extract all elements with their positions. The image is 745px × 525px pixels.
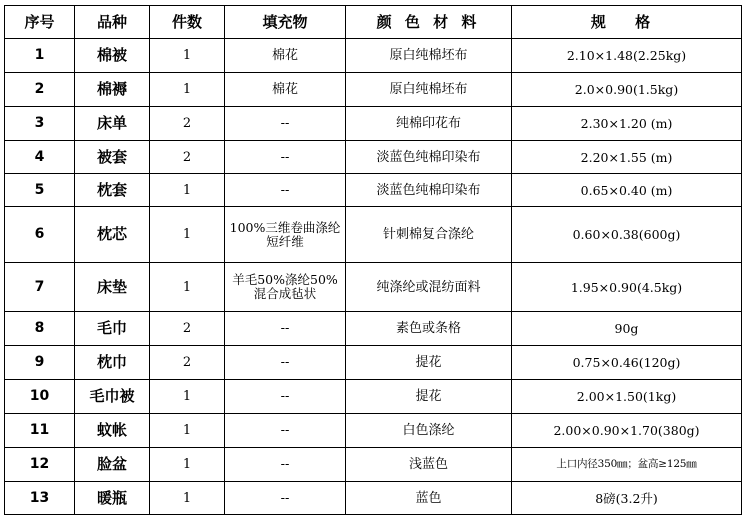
row-fill: -- [225, 174, 346, 207]
row-spec: 2.00×0.90×1.70(380g) [512, 414, 742, 448]
row-no: 6 [5, 207, 75, 263]
row-spec: 0.65×0.40 (m) [512, 174, 742, 207]
row-spec: 8磅(3.2升) [512, 482, 742, 515]
row-spec: 0.60×0.38(600g) [512, 207, 742, 263]
row-material: 浅蓝色 [346, 448, 512, 482]
row-qty: 1 [150, 207, 225, 263]
row-name: 被套 [75, 141, 150, 174]
row-fill: -- [225, 107, 346, 141]
row-no: 2 [5, 73, 75, 107]
row-name: 毛巾被 [75, 380, 150, 414]
header-name: 品种 [75, 6, 150, 39]
row-no: 13 [5, 482, 75, 515]
row-fill: -- [225, 346, 346, 380]
row-name: 脸盆 [75, 448, 150, 482]
table-row [5, 482, 742, 515]
row-material: 白色涤纶 [346, 414, 512, 448]
row-qty: 1 [150, 482, 225, 515]
row-fill: -- [225, 414, 346, 448]
table-row [5, 263, 742, 312]
row-material: 提花 [346, 380, 512, 414]
row-no: 4 [5, 141, 75, 174]
row-qty: 1 [150, 448, 225, 482]
row-material: 蓝色 [346, 482, 512, 515]
row-qty: 2 [150, 346, 225, 380]
table-row [5, 380, 742, 414]
header-no: 序号 [5, 6, 75, 39]
row-spec: 2.10×1.48(2.25kg) [512, 39, 742, 73]
row-spec: 1.95×0.90(4.5kg) [512, 263, 742, 312]
row-qty: 2 [150, 141, 225, 174]
header-fill: 填充物 [225, 6, 346, 39]
row-no: 5 [5, 174, 75, 207]
table-row [5, 107, 742, 141]
row-no: 8 [5, 312, 75, 346]
bedding-spec-table [4, 5, 742, 515]
row-material: 提花 [346, 346, 512, 380]
row-fill: -- [225, 448, 346, 482]
row-name: 床单 [75, 107, 150, 141]
row-material: 淡蓝色纯棉印染布 [346, 141, 512, 174]
row-name: 蚊帐 [75, 414, 150, 448]
row-spec: 2.20×1.55 (m) [512, 141, 742, 174]
row-spec: 0.75×0.46(120g) [512, 346, 742, 380]
table-row [5, 141, 742, 174]
row-material: 纯棉印花布 [346, 107, 512, 141]
row-spec: 2.0×0.90(1.5kg) [512, 73, 742, 107]
row-name: 棉被 [75, 39, 150, 73]
header-qty: 件数 [150, 6, 225, 39]
row-material: 淡蓝色纯棉印染布 [346, 174, 512, 207]
table-row [5, 346, 742, 380]
header-row [5, 6, 742, 39]
table-row [5, 312, 742, 346]
table-row [5, 207, 742, 263]
row-fill: 棉花 [225, 73, 346, 107]
table-row [5, 174, 742, 207]
row-qty: 1 [150, 263, 225, 312]
row-no: 7 [5, 263, 75, 312]
row-no: 3 [5, 107, 75, 141]
row-fill: 100%三维卷曲涤纶短纤维 [225, 207, 346, 263]
row-name: 枕巾 [75, 346, 150, 380]
table-row [5, 448, 742, 482]
row-no: 10 [5, 380, 75, 414]
row-spec: 上口内径350㎜；盆高≥125㎜ [512, 448, 742, 482]
row-name: 棉褥 [75, 73, 150, 107]
table-row [5, 39, 742, 73]
row-fill: 羊毛50%涤纶50%混合成毡状 [225, 263, 346, 312]
row-qty: 1 [150, 414, 225, 448]
table-row [5, 73, 742, 107]
row-no: 9 [5, 346, 75, 380]
row-qty: 1 [150, 39, 225, 73]
row-fill: -- [225, 312, 346, 346]
row-no: 12 [5, 448, 75, 482]
row-spec: 90g [512, 312, 742, 346]
header-material: 颜 色 材 料 [346, 6, 512, 39]
row-spec: 2.30×1.20 (m) [512, 107, 742, 141]
row-qty: 1 [150, 73, 225, 107]
row-qty: 1 [150, 174, 225, 207]
table-row [5, 414, 742, 448]
row-qty: 2 [150, 107, 225, 141]
row-name: 床垫 [75, 263, 150, 312]
row-fill: -- [225, 482, 346, 515]
row-fill: -- [225, 380, 346, 414]
row-name: 暖瓶 [75, 482, 150, 515]
row-no: 1 [5, 39, 75, 73]
row-fill: -- [225, 141, 346, 174]
row-material: 素色或条格 [346, 312, 512, 346]
row-material: 纯涤纶或混纺面料 [346, 263, 512, 312]
row-spec: 2.00×1.50(1kg) [512, 380, 742, 414]
row-material: 原白纯棉坯布 [346, 39, 512, 73]
row-fill: 棉花 [225, 39, 346, 73]
row-qty: 2 [150, 312, 225, 346]
row-material: 原白纯棉坯布 [346, 73, 512, 107]
row-name: 枕芯 [75, 207, 150, 263]
row-material: 针刺棉复合涤纶 [346, 207, 512, 263]
row-no: 11 [5, 414, 75, 448]
row-name: 毛巾 [75, 312, 150, 346]
row-name: 枕套 [75, 174, 150, 207]
header-spec: 规 格 [512, 6, 742, 39]
row-qty: 1 [150, 380, 225, 414]
